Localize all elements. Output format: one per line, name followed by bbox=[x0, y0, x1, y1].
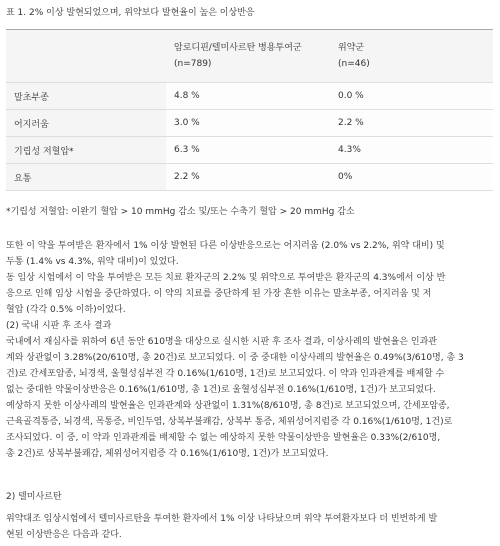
body-text bbox=[6, 238, 494, 462]
header-empty-cell bbox=[6, 30, 166, 83]
event-cell: 어지러움 bbox=[6, 110, 166, 137]
table-row bbox=[6, 164, 493, 191]
table-caption: 표 1. 2% 이상 발현되었으며, 위약보다 발현율이 높은 이상반응 bbox=[6, 8, 255, 18]
placebo-value-cell: 4.3% bbox=[330, 137, 493, 164]
header-placebo-cell bbox=[330, 30, 493, 83]
table-header-row bbox=[6, 30, 493, 83]
body-line: 응으로 인해 임상 시험을 중단하였다. 이 약의 치료를 중단하게 된 가장 흔한 이유는 말초부종, 어지러움 및 저 bbox=[6, 289, 432, 299]
placebo-value-cell: 0.0 % bbox=[330, 83, 493, 110]
section-title: 2) 텔미사르탄 bbox=[6, 492, 62, 502]
header-placebo-n: (n=46) bbox=[338, 59, 370, 69]
event-cell: 요통 bbox=[6, 164, 166, 191]
body-line: 또한 이 약을 투여받은 환자에서 1% 이상 발현된 다른 이상반응으로는 어지러움 (2.0% vs 2.2%, 위약 대비) 및 bbox=[6, 241, 445, 251]
body-line: 조사되었다. 이 중, 이 약과 인과관계를 배제할 수 없는 예상하지 못한 약물이상반응 발현율은 0.33%(2/610명, bbox=[6, 433, 441, 443]
event-cell: 기립성 저혈압* bbox=[6, 137, 166, 164]
body-line: 근육골격통증, 뇌경색, 목통증, 비인두염, 상복부불쾌감, 상복부 통증, 체위성어지럼증 각 0.16%(1/610명, 1건)로 bbox=[6, 417, 453, 427]
placebo-value-cell: 0% bbox=[330, 164, 493, 191]
combo-value-cell: 3.0 % bbox=[166, 110, 330, 137]
body-line: 계와 상관없이 3.28%(20/610명, 총 20건)로 보고되었다. 이 중 중대한 이상사례의 발현율은 0.49%(3/610명, 총 3 bbox=[6, 353, 464, 363]
section-line: 현된 이상반응은 다음과 같다. bbox=[6, 530, 122, 540]
header-combo-cell bbox=[166, 30, 330, 83]
table-row bbox=[6, 110, 493, 137]
body-line: 총 2건)로 상복부불쾌감, 체위성어지럼증 각 0.16%(1/610명, 1건)가 보고되었다. bbox=[6, 449, 329, 459]
table-row bbox=[6, 83, 493, 110]
combo-value-cell: 4.8 % bbox=[166, 83, 330, 110]
body-line: 예상하지 못한 이상사례의 발현율은 인과관계와 상관없이 1.31%(8/610명, 총 8건)로 보고되었으며, 간세포암종, bbox=[6, 401, 450, 411]
telmisartan-section bbox=[6, 489, 494, 543]
body-line: 두통 (1.4% vs 4.3%, 위약 대비)이 있었다. bbox=[6, 257, 179, 267]
body-line: 혈압 (각각 0.5% 이하)이었다. bbox=[6, 305, 126, 315]
header-combo-n: (n=789) bbox=[174, 59, 212, 69]
event-cell: 말초부종 bbox=[6, 83, 166, 110]
placebo-value-cell: 2.2 % bbox=[330, 110, 493, 137]
header-combo-label: 암로디핀/텔미사르탄 병용투여군 bbox=[174, 43, 302, 53]
table-footnote: *기립성 저혈압: 이완기 혈압 > 10 mmHg 감소 및/또는 수축기 혈압 > 20 mmHg 감소 bbox=[6, 207, 355, 217]
body-line: 건)로 간세포암종, 뇌경색, 울혈성심부전 각 0.16%(1/610명, 1건)로 보고되었다. 이 약과 인과관계를 배제할 수 bbox=[6, 369, 445, 379]
subsection-heading: (2) 국내 시판 후 조사 결과 bbox=[6, 321, 112, 331]
header-placebo-label: 위약군 bbox=[338, 43, 365, 53]
body-line: 국내에서 재심사를 위하여 6년 동안 610명을 대상으로 실시한 시판 후 조사 결과, 이상사례의 발현율은 인과관 bbox=[6, 337, 437, 347]
adverse-events-table bbox=[6, 29, 493, 191]
table-row bbox=[6, 137, 493, 164]
body-line: 없는 중대한 약물이상반응은 0.16%(1/610명, 총 1건)로 울혈성심부전 0.16%(1/610명, 1건)가 보고되었다. bbox=[6, 385, 436, 395]
combo-value-cell: 2.2 % bbox=[166, 164, 330, 191]
body-line: 동 임상 시험에서 이 약을 투여받은 모든 치료 환자군의 2.2% 및 위약으로 투여받은 환자군의 4.3%에서 이상 반 bbox=[6, 273, 446, 283]
combo-value-cell: 6.3 % bbox=[166, 137, 330, 164]
section-line: 위약대조 임상시험에서 텔미사르탄을 투여한 환자에서 1% 이상 나타났으며 위약 투여환자보다 더 빈번하게 발 bbox=[6, 514, 438, 524]
